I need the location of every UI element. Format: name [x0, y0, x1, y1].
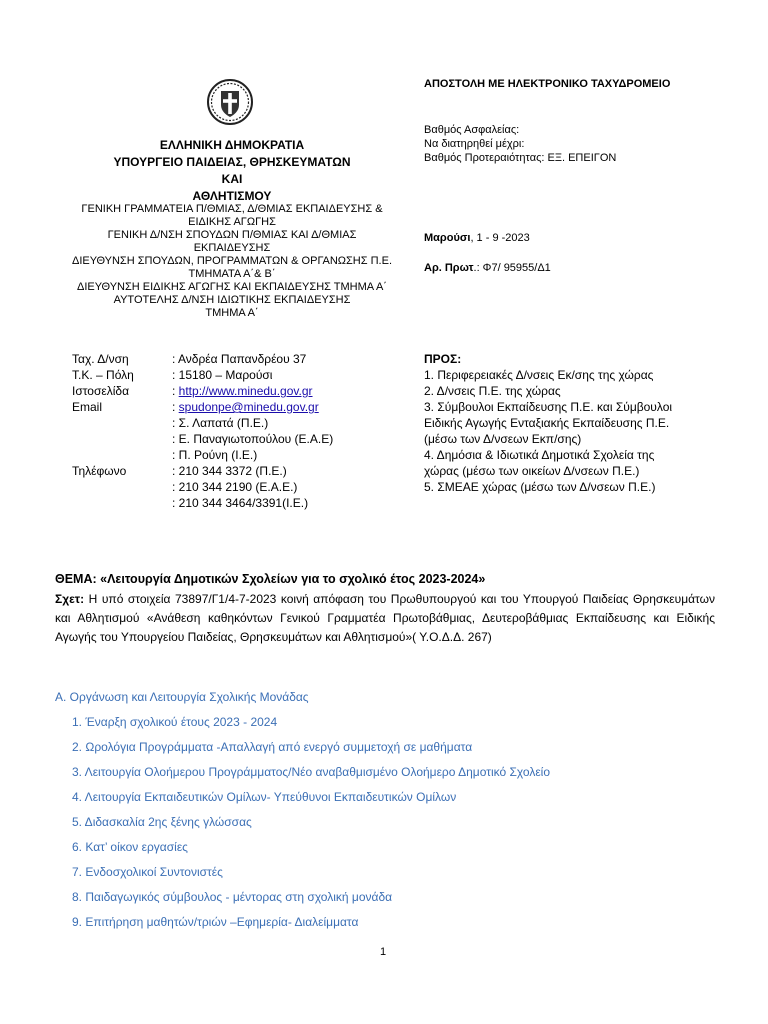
phone-1: : 210 344 3372 (Π.Ε.) [172, 464, 287, 478]
toc-item[interactable]: 5. Διδασκαλία 2ης ξένης γλώσσας [72, 815, 252, 829]
department-line: ΔΙΕΥΘΥΝΣΗ ΕΙΔΙΚΗΣ ΑΓΩΓΗΣ ΚΑΙ ΕΚΠΑΙΔΕΥΣΗΣ ΤΜΗΜΑ Α΄ [77, 281, 387, 293]
issuer-block [112, 137, 352, 205]
recipients-heading: ΠΡΟΣ: [424, 352, 462, 366]
protocol-value: .: Φ7/ 95955/Δ1 [473, 262, 551, 274]
department-line: ΑΥΤΟΤΕΛΗΣ Δ/ΝΣΗ ΙΔΙΩΤΙΚΗΣ ΕΚΠΑΙΔΕΥΣΗΣ [113, 294, 351, 306]
date-value: , 1 - 9 -2023 [470, 232, 530, 244]
contact-city [72, 367, 412, 383]
email-link[interactable]: spudonpe@minedu.gov.gr [178, 400, 319, 414]
city-label: Τ.Κ. – Πόλη [72, 368, 134, 382]
protocol-label: Αρ. Πρωτ [424, 262, 474, 274]
recipient-line: Ειδικής Αγωγής Ενταξιακής Εκπαίδευσης Π.Ε. [424, 416, 670, 430]
recipients-block [424, 351, 724, 495]
toc-item[interactable]: 1. Έναρξη σχολικού έτους 2023 - 2024 [72, 715, 278, 729]
department-line: ΤΜΗΜΑΤΑ Α΄& Β΄ [188, 268, 276, 280]
ministry-name-line1: ΥΠΟΥΡΓΕΙΟ ΠΑΙΔΕΙΑΣ, ΘΡΗΣΚΕΥΜΑΤΩΝ ΚΑΙ [113, 155, 351, 186]
recipient-line: 5. ΣΜΕΑΕ χώρας (μέσω των Δ/νσεων Π.Ε.) [424, 480, 656, 494]
recipient-line: χώρας (μέσω των οικείων Δ/νσεων Π.Ε.) [424, 464, 640, 478]
departments-block [62, 203, 402, 320]
recipient-line: 2. Δ/νσεις Π.Ε. της χώρας [424, 384, 561, 398]
republic-name: ΕΛΛΗΝΙΚΗ ΔΗΜΟΚΡΑΤΙΑ [159, 138, 305, 152]
toc-item[interactable]: 9. Επιτήρηση μαθητών/τριών –Εφημερία- Διαλείμματα [72, 915, 359, 929]
page-number: 1 [379, 946, 387, 958]
priority-level: Βαθμός Προτεραιότητας: ΕΞ. ΕΠΕΙΓΟΝ [424, 152, 617, 164]
info-person-2: : Ε. Παναγιωτοπούλου (Ε.Α.Ε) [172, 432, 334, 446]
security-level: Βαθμός Ασφαλείας: [424, 124, 520, 136]
email-label: Email [72, 400, 103, 414]
department-line: ΓΕΝΙΚΗ Δ/ΝΣΗ ΣΠΟΥΔΩΝ Π/ΘΜΙΑΣ ΚΑΙ Δ/ΘΜΙΑΣ [107, 229, 357, 241]
department-line: ΔΙΕΥΘΥΝΣΗ ΣΠΟΥΔΩΝ, ΠΡΟΓΡΑΜΜΑΤΩΝ & ΟΡΓΑΝΩΣΗΣ Π.Ε. [71, 255, 392, 267]
toc-item[interactable]: 7. Ενδοσχολικοί Συντονιστές [72, 865, 223, 879]
phone-label: Τηλέφωνο [72, 464, 127, 478]
contact-info-person [72, 447, 412, 463]
delivery-method: ΑΠΟΣΤΟΛΗ ΜΕ ΗΛΕΚΤΡΟΝΙΚΟ ΤΑΧΥΔΡΟΜΕΙΟ [424, 78, 671, 90]
protocol-number [424, 262, 551, 274]
address-label: Ταχ. Δ/νση [72, 352, 129, 366]
website-prefix: : [172, 384, 179, 398]
contact-address [72, 351, 412, 367]
recipient-line: (μέσω των Δ/νσεων Εκπ/σης) [424, 432, 582, 446]
department-line: ΕΚΠΑΙΔΕΥΣΗΣ [193, 242, 271, 254]
toc-item[interactable]: 8. Παιδαγωγικός σύμβουλος - μέντορας στη σχολική μονάδα [72, 890, 393, 904]
recipient-line: 1. Περιφερειακές Δ/νσεις Εκ/σης της χώρας [424, 368, 654, 382]
ministry-name-line2: ΑΘΛΗΤΙΣΜΟΥ [192, 189, 272, 203]
reference-label: Σχετ: [55, 592, 85, 606]
toc-section-heading[interactable]: Α. Οργάνωση και Λειτουργία Σχολικής Μονάδας [55, 690, 309, 704]
classification-block [424, 123, 616, 165]
info-person-1: : Σ. Λαπατά (Π.Ε.) [172, 416, 269, 430]
contact-website [72, 383, 412, 399]
address-value: : Ανδρέα Παπανδρέου 37 [172, 352, 307, 366]
reference-paragraph [55, 590, 715, 647]
phone-3: : 210 344 3464/3391(Ι.Ε.) [172, 496, 309, 510]
document-date [424, 232, 530, 244]
department-line: ΕΙΔΙΚΗΣ ΑΓΩΓΗΣ [188, 216, 276, 228]
city-value: : 15180 – Μαρούσι [172, 368, 273, 382]
contact-phone [72, 495, 412, 511]
greek-coat-of-arms-icon [206, 78, 254, 126]
toc-item[interactable]: 6. Κατ’ οίκον εργασίες [72, 840, 188, 854]
contact-email [72, 399, 412, 415]
department-line: ΓΕΝΙΚΗ ΓΡΑΜΜΑΤΕΙΑ Π/ΘΜΙΑΣ, Δ/ΘΜΙΑΣ ΕΚΠΑΙΔΕΥΣΗΣ & [81, 203, 383, 215]
recipient-line: 4. Δημόσια & Ιδιωτικά Δημοτικά Σχολεία της [424, 448, 655, 462]
subject-title: ΘΕΜΑ: «Λειτουργία Δημοτικών Σχολείων για το σχολικό έτος 2023-2024» [55, 572, 486, 586]
department-line: ΤΜΗΜΑ Α΄ [205, 307, 259, 319]
toc-item[interactable]: 3. Λειτουργία Ολοήμερου Προγράμματος/Νέο αναβαθμισμένο Ολοήμερο Δημοτικό Σχολείο [72, 765, 551, 779]
date-label: Μαρούσι [424, 232, 471, 244]
toc-item[interactable]: 4. Λειτουργία Εκπαιδευτικών Ομίλων- Υπεύθυνοι Εκπαιδευτικών Ομίλων [72, 790, 457, 804]
contact-info-person [72, 431, 412, 447]
website-label: Ιστοσελίδα [72, 384, 130, 398]
reference-text: Η υπό στοιχεία 73897/Γ1/4-7-2023 κοινή απόφαση του Πρωθυπουργού και του Υπουργού Παιδείας Θρησκευμάτων και Αθλητισμού «Ανάθεση καθηκόντων Γενικού Γραμματέα Πρωτοβάθμιας, Δευτεροβάθμιας Εκπαίδευσης και Ειδικής Αγωγής του Υπουργείου Παιδείας, Θρησκευμάτων και Αθλητισμού»( Υ.Ο.Δ.Δ. 267) [55, 592, 715, 644]
contact-phone [72, 479, 412, 495]
phone-2: : 210 344 2190 (Ε.Α.Ε.) [172, 480, 298, 494]
email-prefix: : [172, 400, 179, 414]
website-link[interactable]: http://www.minedu.gov.gr [178, 384, 313, 398]
contact-phone [72, 463, 412, 479]
retention-period: Να διατηρηθεί μέχρι: [424, 138, 525, 150]
recipient-line: 3. Σύμβουλοι Εκπαίδευσης Π.Ε. και Σύμβουλοι [424, 400, 673, 414]
toc-item[interactable]: 2. Ωρολόγια Προγράμματα -Απαλλαγή από ενεργό συμμετοχή σε μαθήματα [72, 740, 473, 754]
contact-info-person [72, 415, 412, 431]
info-person-3: : Π. Ρούνη (Ι.Ε.) [172, 448, 258, 462]
